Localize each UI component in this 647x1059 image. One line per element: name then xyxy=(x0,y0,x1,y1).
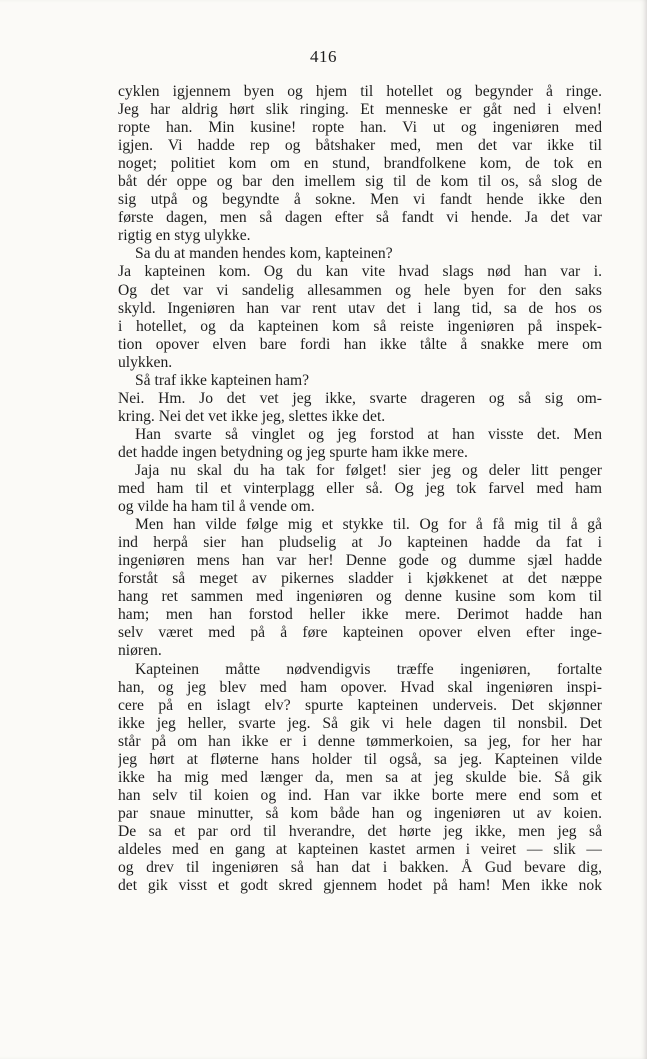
text-line: han selv til koien og ind. Han var ikke borte mere end som et xyxy=(118,786,602,804)
text-line: Kapteinen måtte nødvendigvis træffe ingeniøren, fortalte xyxy=(135,660,602,678)
body-text xyxy=(118,83,602,895)
text-line: forståt så meget av pikernes sladder i kjøkkenet at det næppe xyxy=(118,570,602,588)
text-line: ikke jeg heller, svarte jeg. Så gik vi hele dagen til nonsbil. Det xyxy=(118,714,602,732)
text-line: ikke ha mig med længer da, men sa at jeg skulde bie. Så gik xyxy=(118,768,602,786)
text-line: niøren. xyxy=(118,642,162,660)
text-line: og drev til ingeniøren så han dat i bakken. Å Gud bevare dig, xyxy=(118,859,602,877)
text-line: skyld. Ingeniøren han var rent utav det i lang tid, sa de hos os xyxy=(118,299,602,317)
text-line: selv været med på å føre kapteinen opover elven efter inge- xyxy=(118,624,602,642)
text-line: Nei. Hm. Jo det vet jeg ikke, svarte drageren og så sig om- xyxy=(118,389,602,407)
text-line: Jeg har aldrig hørt slik ringing. Et menneske er gåt ned i elven! xyxy=(118,101,602,119)
text-line: Så traf ikke kapteinen ham? xyxy=(135,371,310,389)
text-line: Jaja nu skal du ha tak for følget! sier jeg og deler litt penger xyxy=(135,461,602,479)
text-line: han, og jeg blev med ham opover. Hvad skal ingeniøren inspi- xyxy=(118,678,602,696)
page-number: 416 xyxy=(310,47,337,66)
text-line: det hadde ingen betydning og jeg spurte ham ikke mere. xyxy=(118,443,468,461)
text-line: rigtig en styg ulykke. xyxy=(118,227,251,245)
text-line: ind herpå sier han pludselig at Jo kapteinen hadde da fat i xyxy=(118,534,602,552)
text-line: ingeniøren mens han var her! Denne gode og dumme sjæl hadde xyxy=(118,552,602,570)
text-line: kring. Nei det vet ikke jeg, slettes ikke det. xyxy=(118,407,386,425)
text-line: aldeles med en gang at kapteinen kastet armen i veiret — slik — xyxy=(118,840,602,858)
text-line: cyklen igjennem byen og hjem til hotellet og begynder å ringe. xyxy=(118,83,602,100)
text-line: tion opover elven bare fordi han ikke tålte å snakke mere om xyxy=(118,335,602,353)
text-line: står på om han ikke er i denne tømmerkoien, sa jeg, for her har xyxy=(118,732,602,750)
text-line: noget; politiet kom om en stund, brandfolkene kom, de tok en xyxy=(118,155,602,173)
text-line: ham; men han forstod heller ikke mere. Derimot hadde han xyxy=(118,606,602,624)
text-line: Ja kapteinen kom. Og du kan vite hvad slags nød han var i. xyxy=(118,263,602,281)
text-line: Og det var vi sandelig allesammen og hele byen for den saks xyxy=(118,281,602,299)
text-line: ropte han. Min kusine! ropte han. Vi ut og ingeniøren med xyxy=(118,119,602,137)
text-line: igjen. Vi hadde rep og båtshaker med, men det var ikke til xyxy=(118,137,602,155)
text-line: første dagen, men så dagen efter så fandt vi hende. Ja det var xyxy=(118,209,602,227)
text-line: det gik visst et godt skred gjennem hodet på ham! Men ikke nok xyxy=(118,877,602,895)
text-line: Han svarte så vinglet og jeg forstod at han visste det. Men xyxy=(135,425,602,443)
text-line: De sa et par ord til hverandre, det hørte jeg ikke, men jeg så xyxy=(118,822,602,840)
text-line: båt dér oppe og bar den imellem sig til de kom til os, så slog de xyxy=(118,173,602,191)
text-line: hang ret sammen med ingeniøren og denne kusine som kom til xyxy=(118,588,602,606)
text-line: jeg hørt at fløterne hans holder til også, sa jeg. Kapteinen vilde xyxy=(118,750,602,768)
text-line: par snaue minutter, så kom både han og ingeniøren ut av koien. xyxy=(118,804,602,822)
text-line: ulykken. xyxy=(118,353,173,371)
text-line: Men han vilde følge mig et stykke til. Og for å få mig til å gå xyxy=(135,516,602,534)
text-line: og vilde ha ham til å vende om. xyxy=(118,498,315,516)
text-line: sig utpå og begyndte å sokne. Men vi fandt hende ikke den xyxy=(118,191,602,209)
text-line: med ham til et vinterplagg eller så. Og jeg tok farvel med ham xyxy=(118,480,602,498)
text-line: i hotellet, og da kapteinen kom så reiste ingeniøren på inspek- xyxy=(118,317,602,335)
text-line: Sa du at manden hendes kom, kapteinen? xyxy=(135,245,393,263)
text-line: cere på en islagt elv? spurte kapteinen underveis. Det skjønner xyxy=(118,696,602,714)
